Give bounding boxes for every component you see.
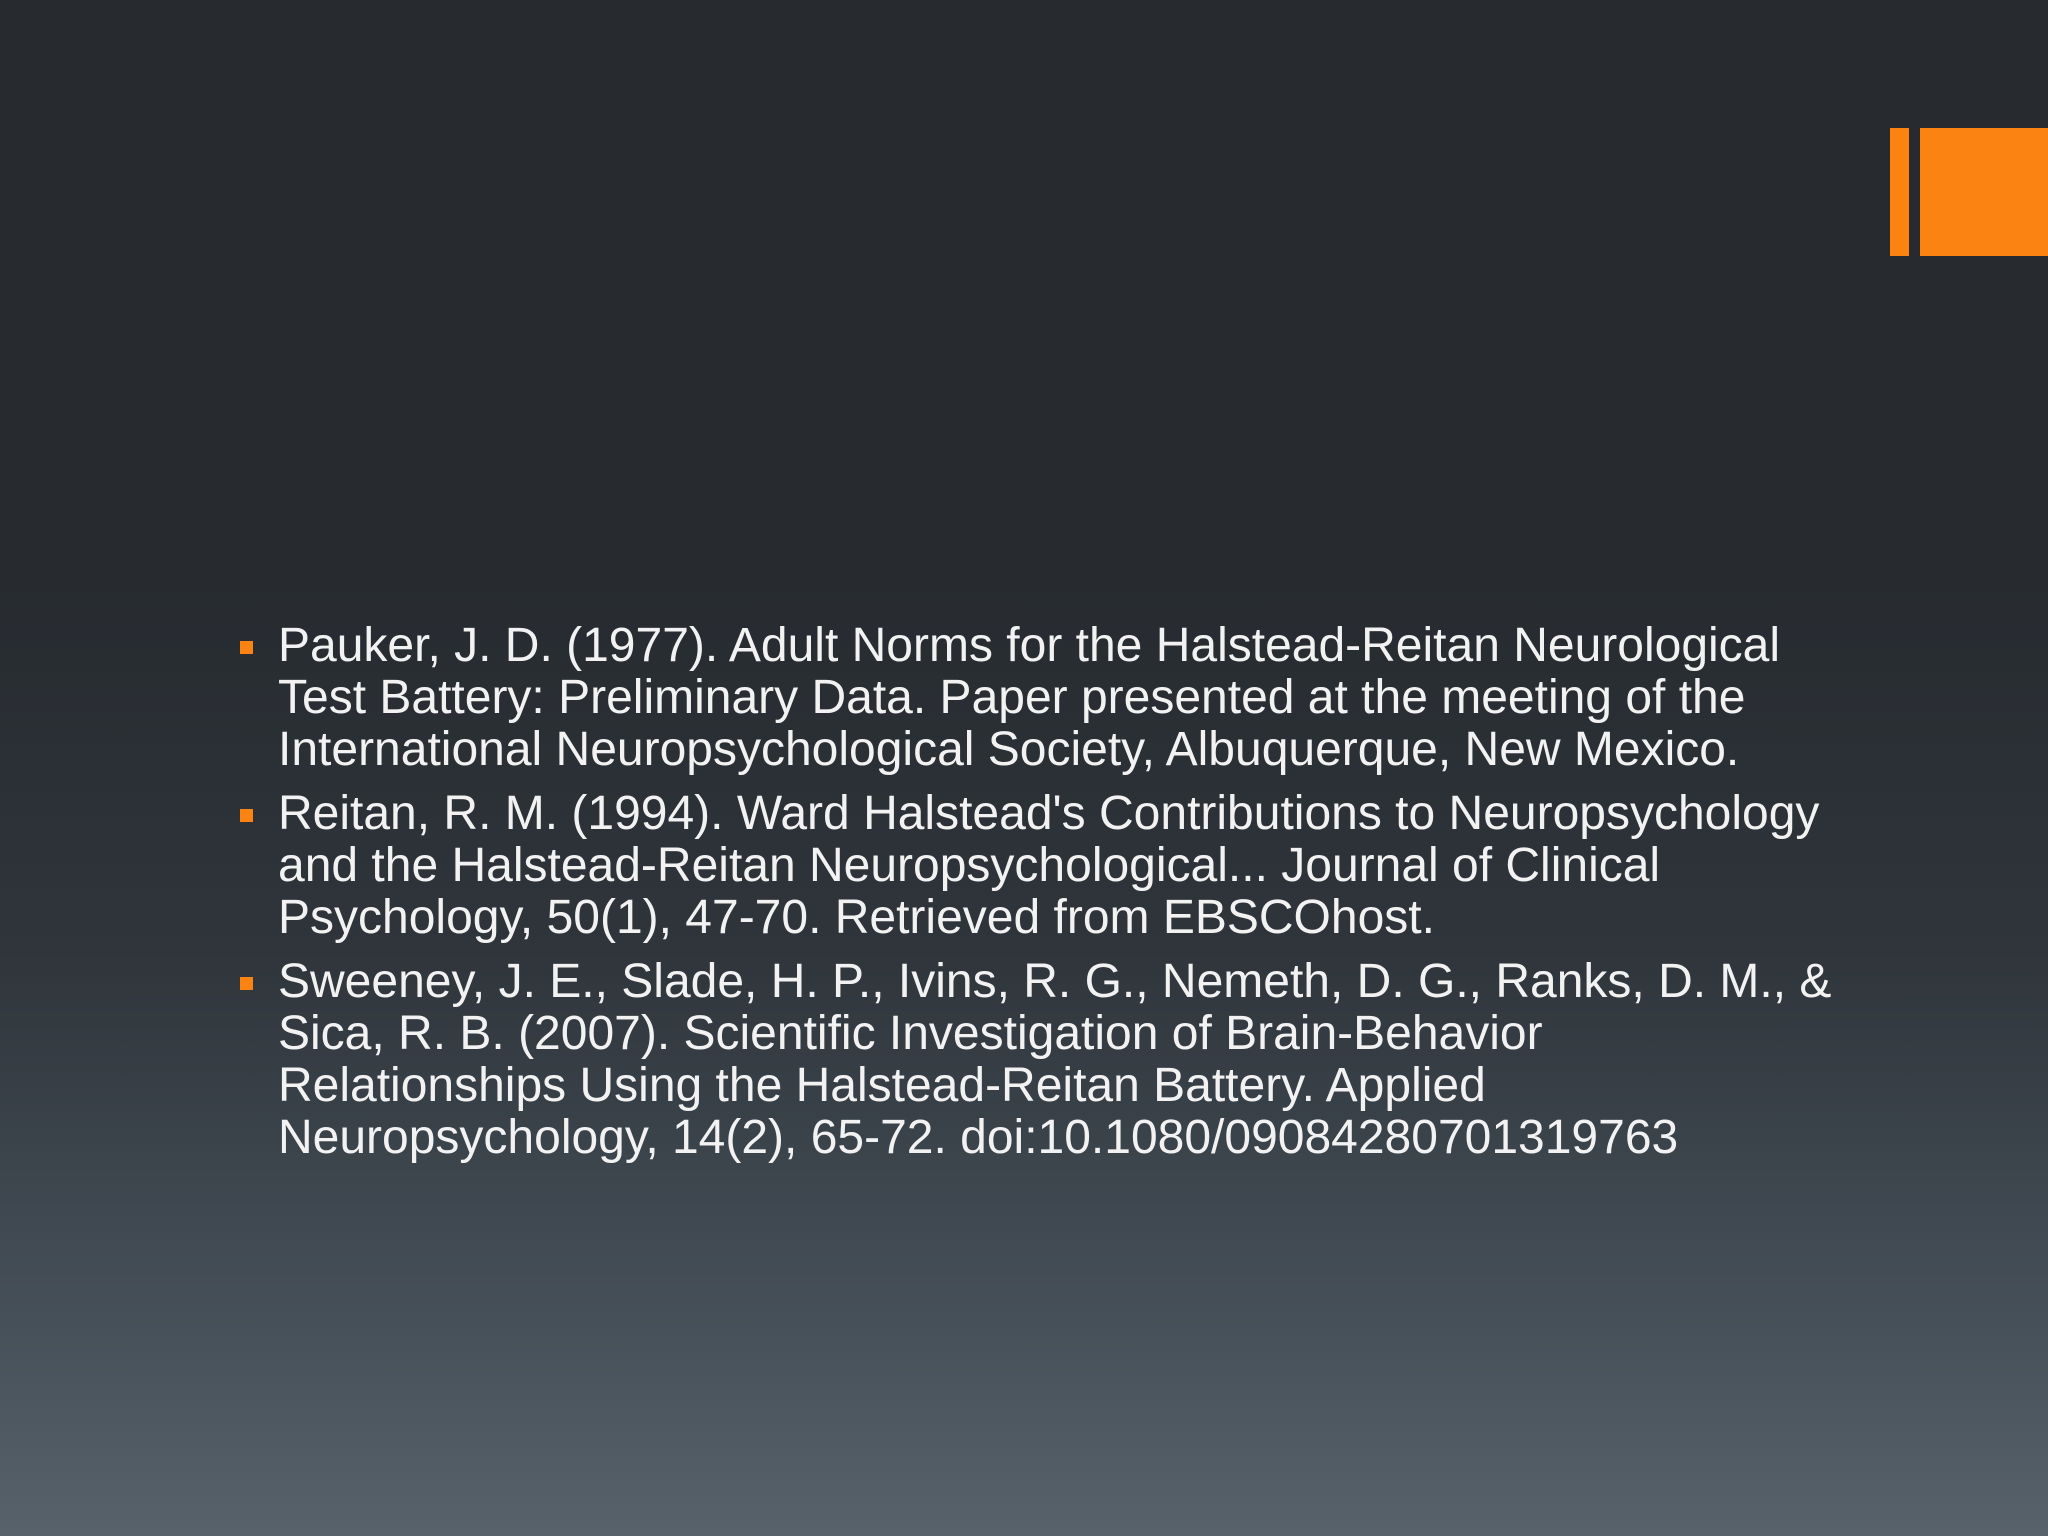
square-bullet-icon [240,977,253,990]
reference-item [236,956,1836,1164]
accent-bar-thin [1890,128,1909,256]
reference-text: Pauker, J. D. (1977). Adult Norms for the Halstead-Reitan Neurological Test Battery: Preliminary Data. Paper presented at the meeting of the International Neuropsychological Society, Albuquerque, New Mexico. [278,619,1781,776]
reference-item [236,788,1836,944]
square-bullet-icon [240,809,253,822]
reference-text: Reitan, R. M. (1994). Ward Halstead's Contributions to Neuropsychology and the Halstead-Reitan Neuropsychological... Journal of Clinical Psychology, 50(1), 47-70. Retrieved from EBSCOhost. [278,787,1820,944]
reference-text: Sweeney, J. E., Slade, H. P., Ivins, R. G., Nemeth, D. G., Ranks, D. M., & Sica, R. B. (2007). Scientific Investigation of Brain-Behavior Relationships Using the Halstead-Reitan Battery. Applied Neuropsychology, 14(2), 65-72. doi:10.1080/09084280701319763 [278,955,1832,1164]
accent-bar-wide [1920,128,2048,256]
slide-content [236,620,1836,1176]
reference-list [236,620,1836,1164]
square-bullet-icon [240,641,253,654]
reference-item [236,620,1836,776]
